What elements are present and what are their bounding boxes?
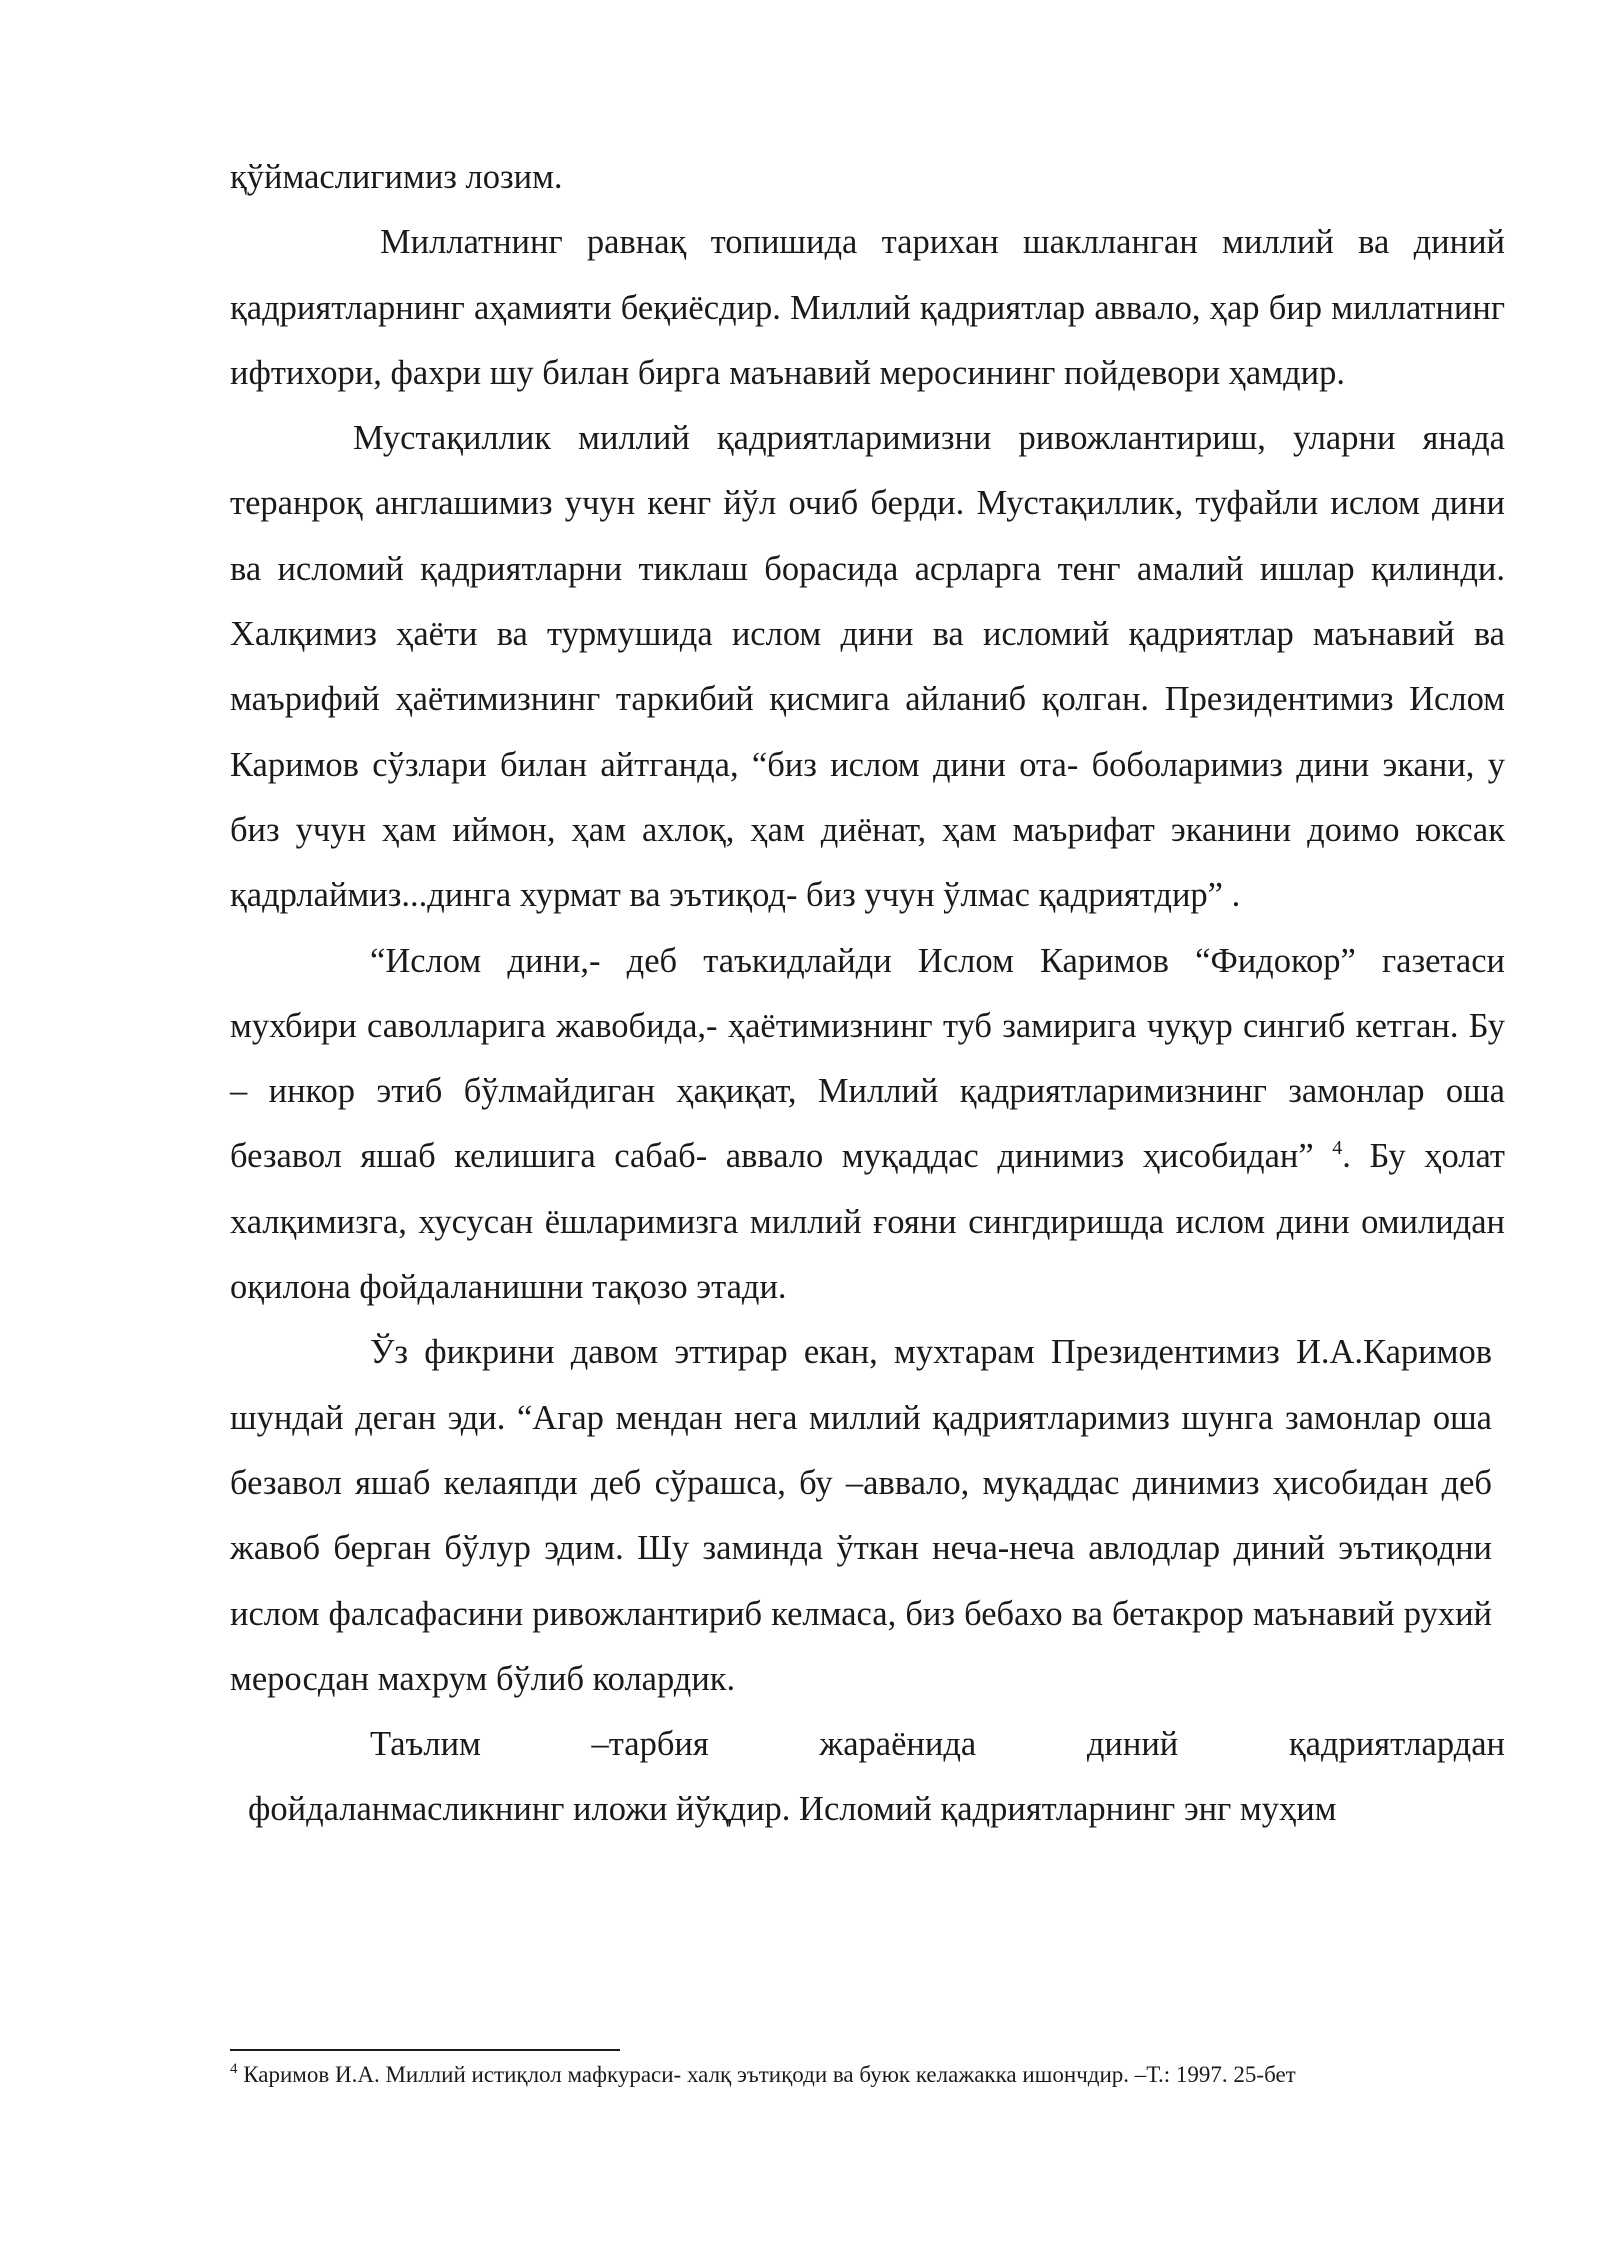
paragraph-independence: Мустақиллик миллий қадриятларимизни ривожлантириш, уларни янада теранроқ англашимиз учун кенг йўл очиб берди. Мустақиллик, туфайли ислом дини ва исломий қадриятларни тиклаш борасида асрларга тенг амалий ишлар қилинди. Халқимиз ҳаёти ва турмушида ислом дини ва исломий қадриятлар маънавий ва маърифий ҳаётимизнинг таркибий қисмига айланиб қолган. Президентимиз Ислом Каримов сўзлари билан айтганда, “биз ислом дини ота- боболаримиз дини экани, у биз учун ҳам иймон, ҳам ахлоқ, ҳам диёнат, ҳам маърифат эканини доимо юксак қадрлаймиз...динга хурмат ва эътиқод- биз учун ўлмас қадриятдир” . bbox=[230, 419, 1505, 915]
footnote bbox=[230, 2058, 1470, 2092]
paragraph-education-line2: фойдаланмасликнинг иложи йўқдир. Исломий қадриятларнинг энг муҳим bbox=[248, 1790, 1337, 1829]
paragraph-education-line1: Таълим –тарбия жараёнида диний қадриятлардан bbox=[370, 1725, 1505, 1764]
paragraph-national-values: Миллатнинг равнақ топишида тарихан шаклланган миллий ва диний қадриятларнинг аҳамияти беқиёсдир. Миллий қадриятлар аввало, ҳар бир миллатнинг ифтихори, фахри шу билан бирга маънавий меросининг пойдевори ҳамдир. bbox=[230, 223, 1505, 392]
paragraph-president-statement: Ўз фикрини давом эттирар екан, мухтарам Президентимиз И.А.Каримов шундай деган эди. “Агар мендан нега миллий қадриятларимиз шунга замонлар оша безавол яшаб келаяпди деб сўрашса, бу –аввало, муқаддас динимиз ҳисобидан деб жавоб берган бўлур эдим. Шу заминда ўткан неча-неча авлодлар диний эътиқодни ислом фалсафасини ривожлантириб келмаса, биз бебахо ва бетакрор маънавий рухий меросдан махрум бўлиб колардик. bbox=[230, 1333, 1492, 1698]
footnote-reference: 4 bbox=[1332, 1137, 1343, 1160]
footnote-text: Каримов И.А. Миллий истиқлол мафкураси- халқ эътиқоди ва буюк келажакка ишончдир. –Т.: 1997. 25-бет bbox=[237, 2062, 1296, 2087]
quote-text: “Ислом дини,- деб таъкидлайди Ислом Каримов “Фидокор” газетаси мухбири саволларига жавобида,- ҳаётимизнинг туб замирига чуқур сингиб кетган. Бу – инкор этиб бўлмайдиган ҳақиқат, Миллий қадриятларимизнинг замонлар оша безавол яшаб келишига сабаб- аввало муқаддас динимиз ҳисобидан” bbox=[230, 941, 1505, 1176]
quote-continuation: . Бу ҳолат халқимизга, хусусан ёшларимизга миллий ғояни сингдиришда ислом дини омилидан оқилона фойдаланишни тақозо этади. bbox=[230, 1137, 1506, 1307]
paragraph-islam-quote bbox=[230, 929, 1505, 1321]
footnote-number: 4 bbox=[230, 2061, 238, 2077]
footnote-separator bbox=[230, 2049, 620, 2051]
paragraph-continuation: қўймаслигимиз лозим. bbox=[230, 158, 563, 196]
document-body bbox=[230, 145, 1505, 1843]
